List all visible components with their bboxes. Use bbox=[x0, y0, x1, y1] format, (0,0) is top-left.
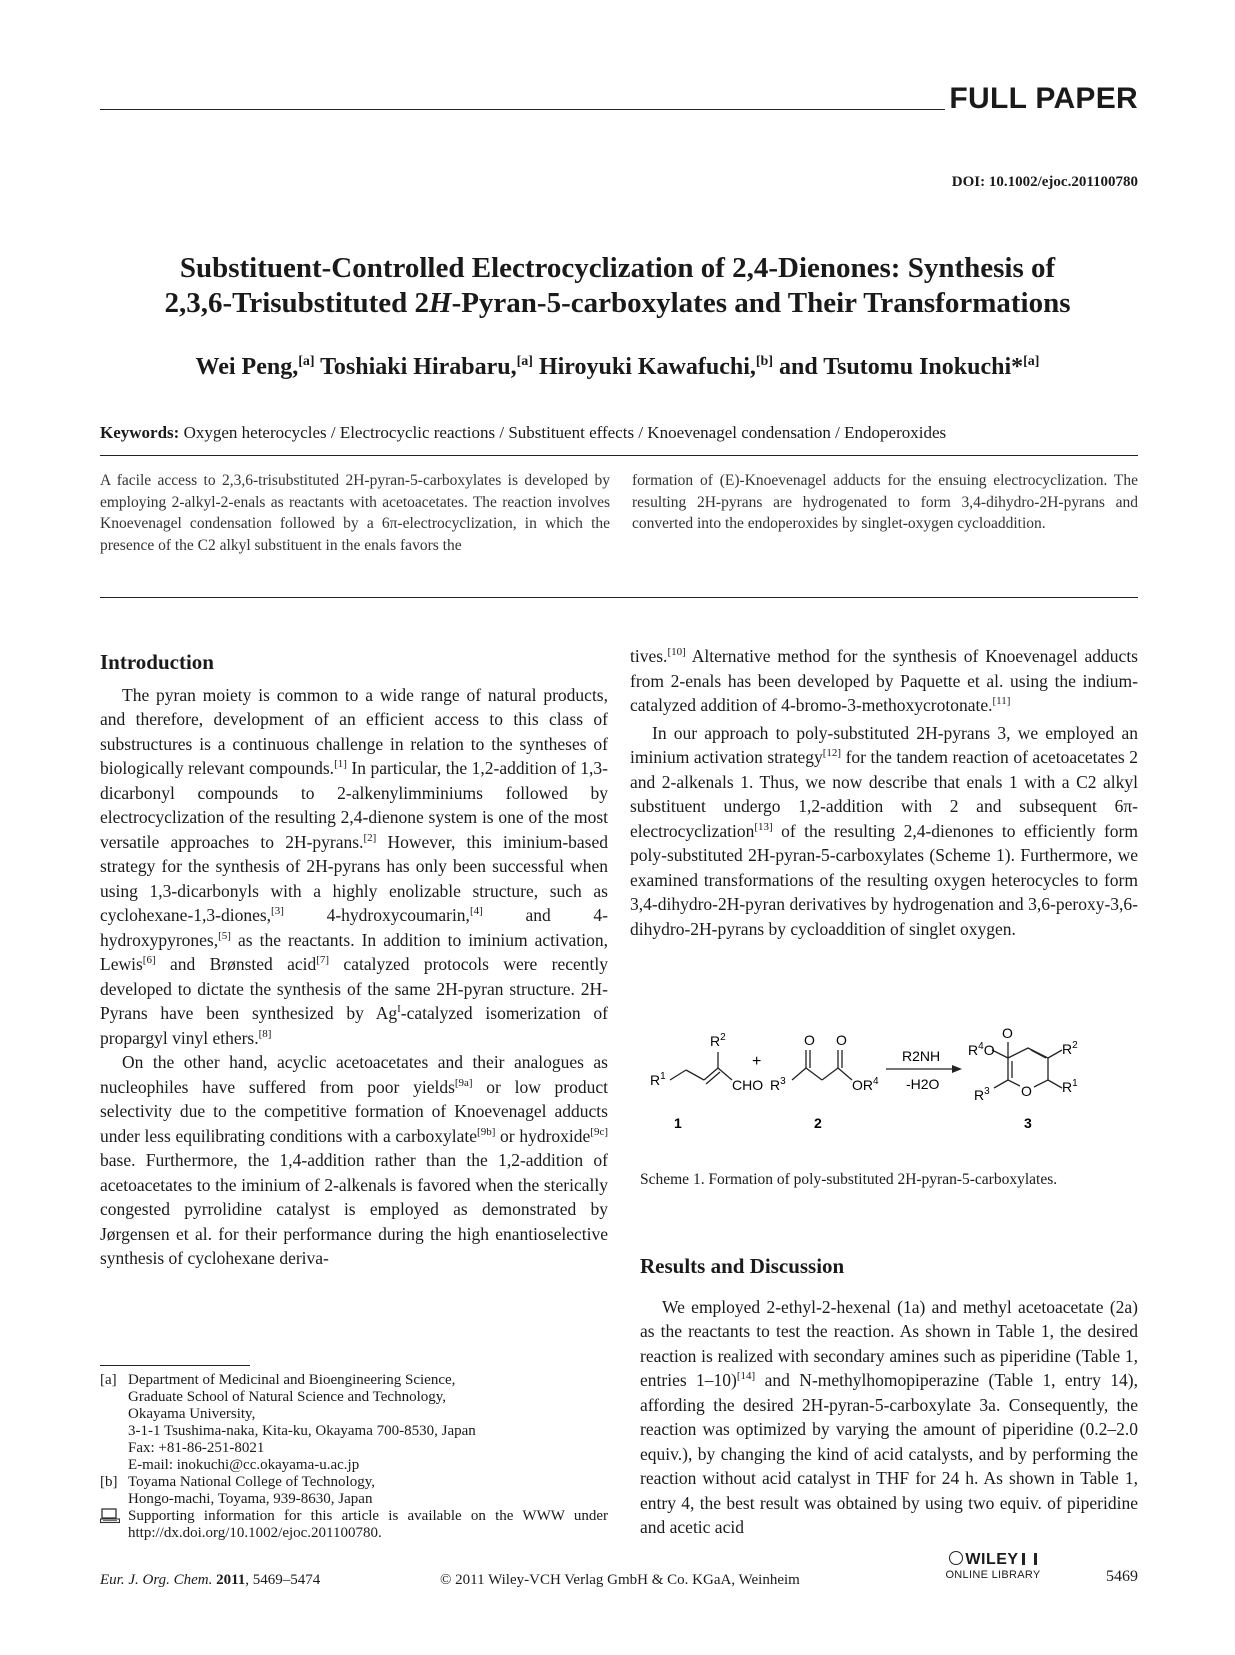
scheme-1-reaction bbox=[650, 1028, 1130, 1146]
email: E-mail: inokuchi@cc.okayama-u.ac.jp bbox=[128, 1457, 360, 1473]
svg-text:R3: $R^3$ bbox=[770, 1076, 786, 1093]
svg-text:R2: $R^2$ bbox=[710, 1032, 726, 1049]
author-list bbox=[100, 354, 1135, 381]
paragraph: In our approach to poly-substituted 2H-pyrans 3, we employed an iminium activation strategy[12] for the tandem reaction of acetoacetates 2 and 2-alkenals 1. Thus, we now describe that enals 1 with a C2 alkyl substituent undergo 1,2-addition with 2 and subsequent 6π-electrocyclization[13] of the resulting 2,4-dienones to efficiently form poly-substituted 2H-pyran-5-carboxylates (Scheme 1). Furthermore, we examined transformations of the resulting oxygen heterocycles to form 3,4-dihydro-2H-pyran derivatives by hydrogenation and 3,6-peroxy-3,6-dihydro-2H-pyrans by cycloaddition of singlet oxygen. bbox=[630, 722, 1138, 939]
results-section bbox=[640, 1254, 1138, 1540]
paper-title bbox=[110, 251, 1125, 321]
svg-text:CHO: CHO bbox=[732, 1077, 764, 1093]
svg-text:R2: $R^2$ bbox=[1062, 1040, 1078, 1057]
svg-text:R1: $R^1$ bbox=[1062, 1078, 1078, 1095]
header-rule bbox=[100, 109, 945, 110]
svg-text:O: O bbox=[836, 1032, 847, 1048]
svg-text:O: O bbox=[1021, 1083, 1032, 1099]
compound-label-1: 1 bbox=[674, 1115, 682, 1131]
page-number: 5469 bbox=[1106, 1568, 1138, 1585]
copyright: © 2011 Wiley-VCH Verlag GmbH & Co. KGaA, Weinheim bbox=[440, 1572, 800, 1588]
footnote-supporting-info: Supporting information for this article is available on the WWW under http://dx.doi.org/10.1002/ejoc.201100780. bbox=[100, 1508, 608, 1542]
abstract-right: formation of (E)-Knoevenagel adducts for the ensuing electrocyclization. The resulting 2H-pyrans are hydrogenated to form 3,4-dihydro-2H-pyrans and converted into the endoperoxides by singlet-oxygen cycloaddition. bbox=[632, 472, 1138, 532]
author: Toshiaki Hirabaru,[a] bbox=[320, 354, 533, 380]
abstract-left: A facile access to 2,3,6-trisubstituted 2H-pyran-5-carboxylates is developed by employing 2-alkyl-2-enals as reactants with acetoacetates. The reaction involves Knoevenagel condensation followed by a 6π-electrocyclization, in which the presence of the C2 alkyl substituent in the enals favors the bbox=[100, 472, 610, 554]
compound-label-2: 2 bbox=[814, 1115, 822, 1131]
compound-1-structure bbox=[670, 1052, 732, 1084]
title-line-1: Substituent-Controlled Electrocyclization of 2,4-Dienones: Synthesis of bbox=[179, 252, 1056, 284]
section-label: FULL PAPER bbox=[949, 82, 1138, 115]
title-line-2: 2,3,6-Trisubstituted 2H-Pyran-5-carboxylates and Their Transformations bbox=[164, 287, 1071, 319]
svg-text:R1: $R^1$ bbox=[650, 1071, 666, 1088]
author: Hiroyuki Kawafuchi,[b] bbox=[538, 354, 773, 380]
paragraph: The pyran moiety is common to a wide range of natural products, and therefore, development of an efficient access to this class of substructures is a continuous challenge in relation to the syntheses of biologically relevant compounds.[1] In particular, the 1,2-addition of 1,3-dicarbonyl compounds to 2-alkenylimminiums followed by electrocyclization of the resulting 2,4-dienone system is one of the most versatile approaches to 2H-pyrans.[2] However, this iminium-based strategy for the synthesis of 2H-pyrans has only been successful when using 1,3-dicarbonyls with a highly enolizable structure, such as cyclohexane-1,3-diones,[3] 4-hydroxycoumarin,[4] and 4-hydroxypyrones,[5] as the reactants. In addition to iminium activation, Lewis[6] and Brønsted acid[7] catalyzed protocols were recently developed to dictate the synthesis of the same 2H-pyran structure. 2H-Pyrans have been synthesized by $Ag^I$-catalyzed isomerization of propargyl vinyl ethers.[8] bbox=[100, 684, 609, 1048]
compound-2-structure bbox=[792, 1050, 852, 1080]
computer-icon bbox=[100, 1508, 128, 1542]
reagent-bottom: -H2O bbox=[906, 1076, 940, 1092]
keywords-rule bbox=[100, 455, 1138, 456]
footnote-rule bbox=[100, 1365, 250, 1366]
right-column bbox=[630, 644, 1138, 941]
journal-citation: Eur. J. Org. Chem. 2011, 5469–5474 bbox=[100, 1572, 321, 1588]
svg-text:OR4: $OR^4$ bbox=[852, 1076, 879, 1093]
author: and Tsutomu Inokuchi*[a] bbox=[779, 354, 1040, 380]
svg-text:R4O: $R^4O$ bbox=[968, 1041, 995, 1058]
svg-text:+: + bbox=[752, 1053, 762, 1070]
footnote-a: [a] Department of Medicinal and Bioengineering Science, Graduate School of Natural Science and Technology, Okayama University, 3-1-1 Tsushima-naka, Kita-ku, Okayama 700-8530, Japan Fax: +81-86-251-8021 E-mail: inokuchi@cc.okayama-u.ac.jp bbox=[100, 1372, 476, 1473]
reagent-top: R2NH bbox=[902, 1048, 941, 1064]
paragraph: On the other hand, acyclic acetoacetates and their analogues as nucleophiles have suffered from poor yields[9a] or low product selectivity due to the competitive formation of Knoevenagel adducts under less equilibrating conditions with a carboxylate[9b] or hydroxide[9c] base. Furthermore, the 1,4-addition rather than the 1,2-addition of acetoacetates to the iminium of 2-alkenals is favored when the sterically congested pyrrolidine catalyst is employed as demonstrated by Jørgensen et al. for their performance during the high enantioselective synthesis of cyclohexane deriva- bbox=[100, 1052, 608, 1268]
keywords-text: Oxygen heterocycles / Electrocyclic reactions / Substituent effects / Knoevenagel condensation / Endoperoxides bbox=[183, 423, 947, 442]
svg-text:O: O bbox=[1002, 1028, 1013, 1041]
svg-text:R3: $R^3$ bbox=[974, 1086, 990, 1103]
abstract-rule bbox=[100, 597, 1138, 598]
svg-text:O: O bbox=[804, 1032, 815, 1048]
author: Wei Peng,[a] bbox=[195, 354, 315, 380]
footnote-b: [b] Toyama National College of Technology, Hongo-machi, Toyama, 939-8630, Japan bbox=[100, 1474, 376, 1507]
doi: DOI: 10.1002/ejoc.201100780 bbox=[951, 174, 1138, 190]
wiley-online-library-logo: WILEY ONLINE LIBRARY bbox=[945, 1551, 1041, 1581]
footnotes bbox=[100, 1372, 608, 1542]
keywords-label: Keywords: bbox=[100, 423, 180, 442]
wiley-logo-icon bbox=[949, 1551, 963, 1565]
scheme-caption: Scheme 1. Formation of poly-substituted 2H-pyran-5-carboxylates. bbox=[640, 1171, 1058, 1188]
paragraph: tives.[10] Alternative method for the synthesis of Knoevenagel adducts from 2-enals has been developed by Paquette et al. using the indium-catalyzed addition of 4-bromo-3-methoxycrotonate.[11] bbox=[630, 646, 1138, 715]
left-column bbox=[100, 650, 608, 1271]
paragraph: We employed 2-ethyl-2-hexenal (1a) and methyl acetoacetate (2a) as the reactants to test the reaction. As shown in Table 1, the desired reaction is realized with secondary amines such as piperidine (Table 1, entries 1–10)[14] and N-methylhomopiperazine (Table 1, entry 14), affording the desired 2H-pyran-5-carboxylate 3a. Consequently, the reaction was optimized by varying the amount of piperidine (0.2–2.0 equiv.), by changing the kind of acid catalysts, and by performing the reaction without acid catalyst in THF for 24 h. As shown in Table 1, entry 4, the best result was obtained by using two equiv. of piperidine and acetic acid bbox=[640, 1296, 1138, 1537]
compound-label-3: 3 bbox=[1024, 1115, 1032, 1131]
book-icon bbox=[1022, 1553, 1037, 1565]
keywords bbox=[100, 423, 1140, 443]
section-heading-results: Results and Discussion bbox=[640, 1254, 845, 1278]
section-heading-introduction: Introduction bbox=[100, 650, 214, 674]
